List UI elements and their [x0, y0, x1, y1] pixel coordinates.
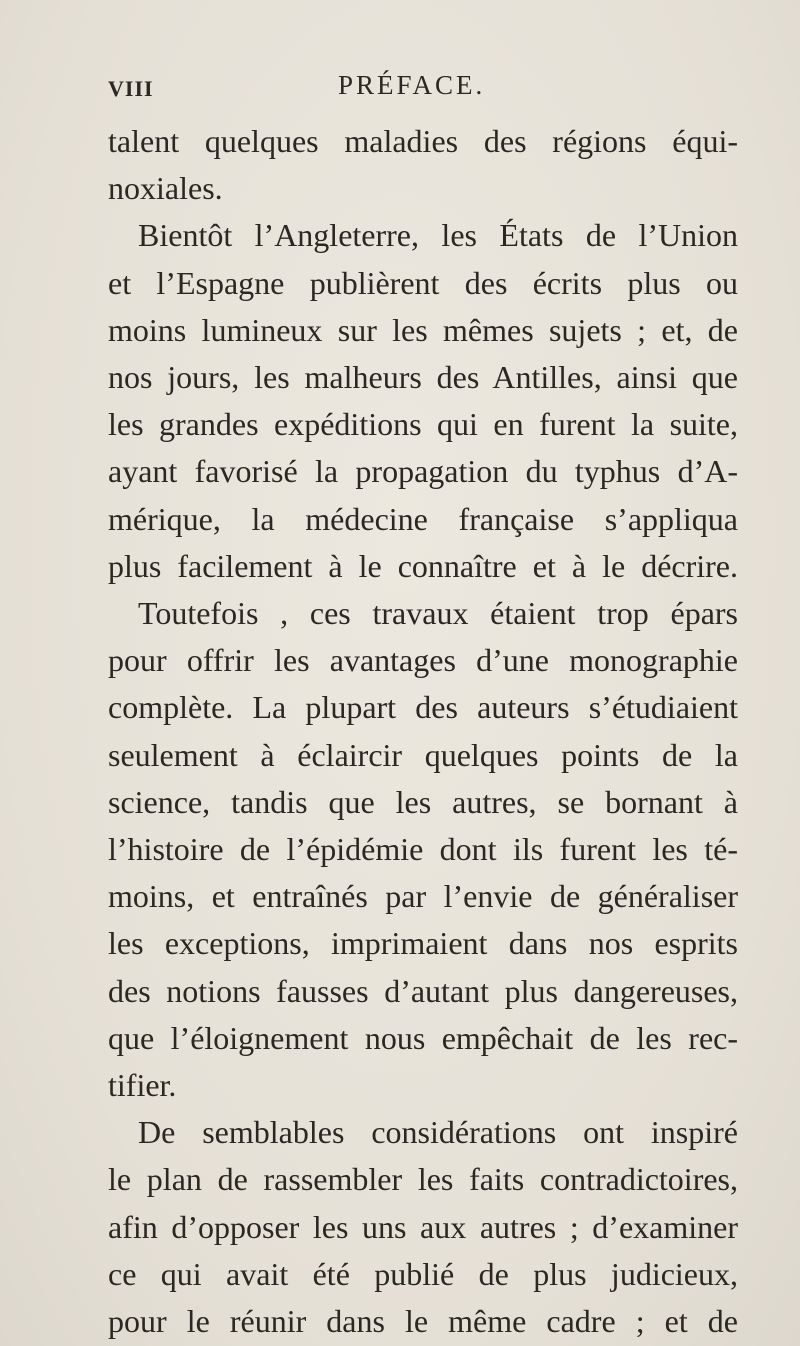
text-line: des notions fausses d’autant plus dangereuses,	[108, 972, 738, 1009]
text-line: moins lumineux sur les mêmes sujets ; et, de	[108, 311, 738, 348]
text-line: tifier.	[108, 1067, 177, 1104]
text-line: complète. La plupart des auteurs s’étudiaient	[108, 689, 738, 726]
text-line: ayant favorisé la propagation du typhus d’A-	[108, 453, 738, 490]
running-head	[0, 70, 800, 110]
text-line: le plan de rassembler les faits contradictoires,	[108, 1161, 738, 1198]
text-line: noxiales.	[108, 170, 223, 207]
text-line: mérique, la médecine française s’appliqua	[108, 500, 738, 537]
running-title: PRÉFACE.	[338, 70, 486, 100]
body-text	[108, 118, 738, 1345]
text-line: que l’éloignement nous empêchait de les rec-	[108, 1019, 738, 1056]
text-line: moins, et entraînés par l’envie de généraliser	[108, 878, 738, 915]
text-line: les grandes expéditions qui en furent la suite,	[108, 406, 738, 443]
text-line: et l’Espagne publièrent des écrits plus ou	[108, 264, 738, 301]
text-line: afin d’opposer les uns aux autres ; d’examiner	[108, 1208, 738, 1245]
text-line: l’histoire de l’épidémie dont ils furent les té-	[108, 831, 738, 868]
text-line: pour le réunir dans le même cadre ; et de	[108, 1303, 738, 1340]
text-line: seulement à éclaircir quelques points de la	[108, 736, 738, 773]
text-line: Bientôt l’Angleterre, les États de l’Union	[138, 217, 738, 254]
text-line: De semblables considérations ont inspiré	[138, 1114, 738, 1151]
text-line: ce qui avait été publié de plus judicieux,	[108, 1255, 738, 1292]
text-line: talent quelques maladies des régions équi-	[108, 123, 738, 159]
text-line: plus facilement à le connaître et à le décrire.	[108, 547, 738, 584]
text-line: les exceptions, imprimaient dans nos esprits	[108, 925, 738, 962]
text-line: science, tandis que les autres, se bornant à	[108, 783, 738, 820]
text-line: Toutefois , ces travaux étaient trop épars	[138, 595, 738, 632]
page-number: VIII	[108, 76, 154, 101]
text-line: pour offrir les avantages d’une monographie	[108, 642, 738, 679]
text-line: nos jours, les malheurs des Antilles, ainsi que	[108, 359, 738, 396]
